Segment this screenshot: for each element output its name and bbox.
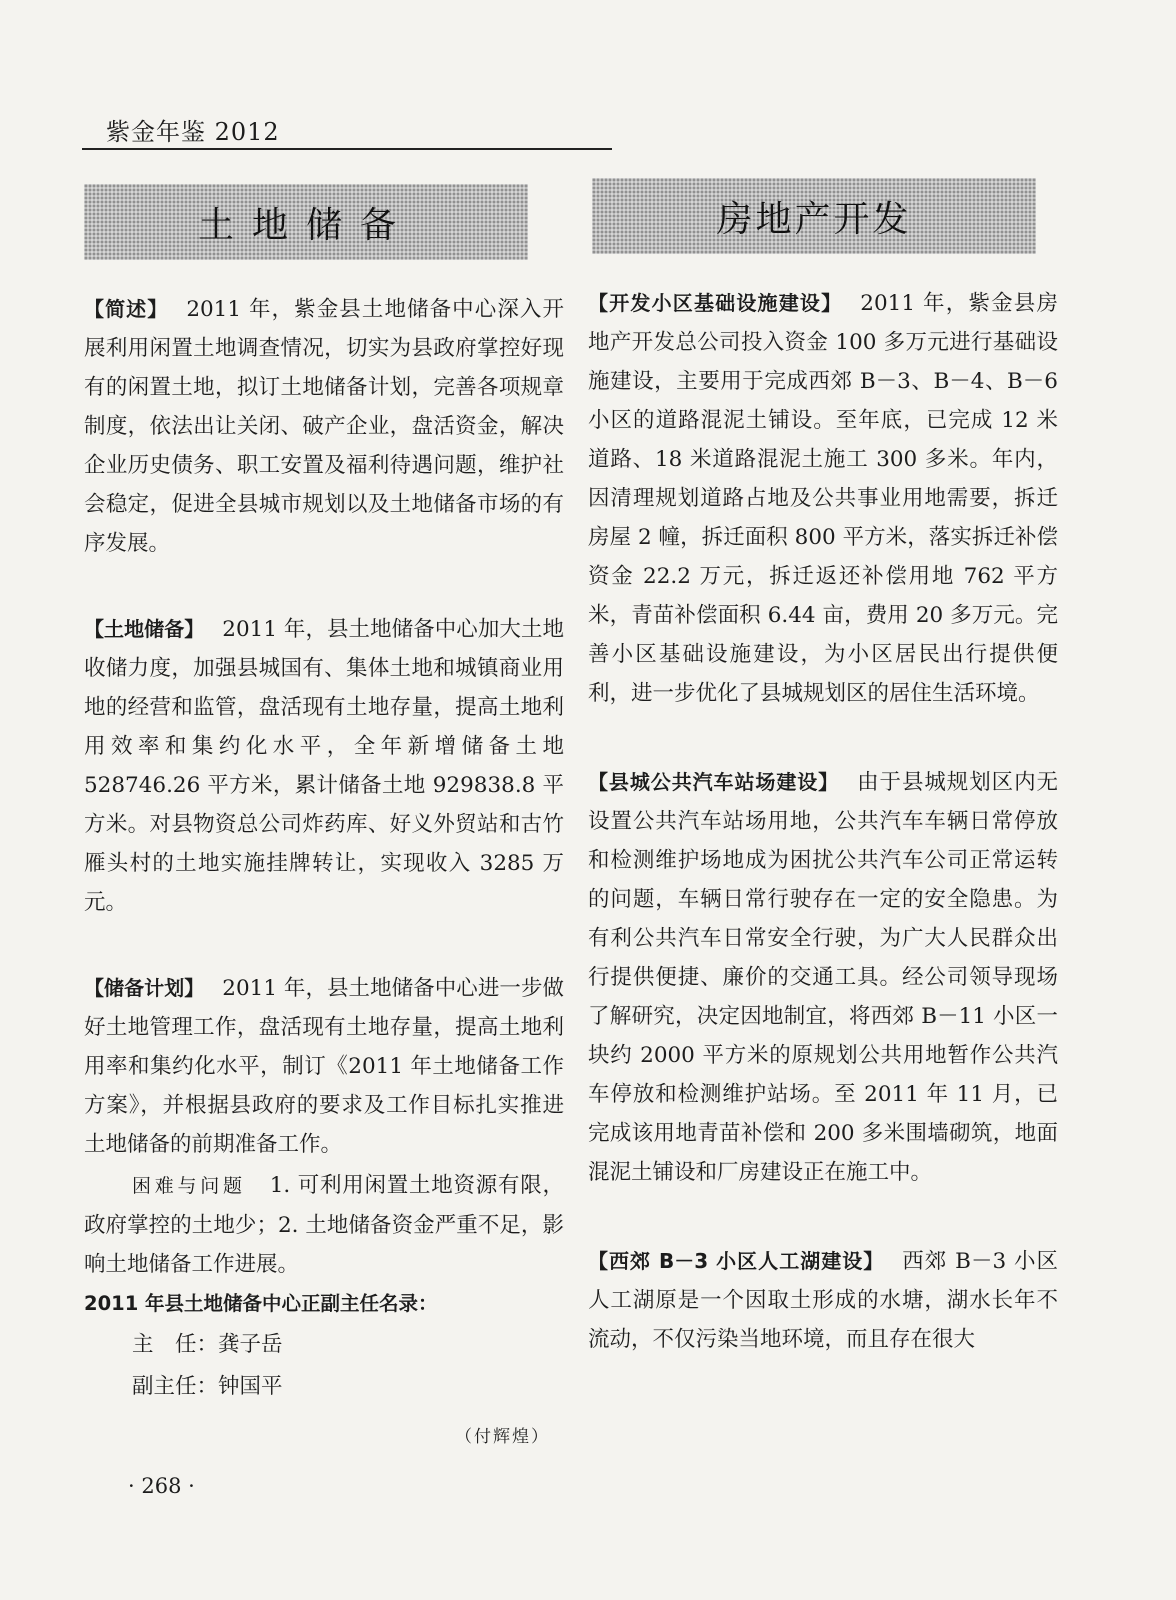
article-tag: 【开发小区基础设施建设】: [588, 291, 843, 315]
article-tag: 【储备计划】: [84, 976, 205, 1000]
problems-paragraph: [84, 1166, 564, 1284]
article-body: 2011 年，紫金县土地储备中心深入开展利用闲置土地调查情况，切实为县政府掌控好现有的闲置土地，拟订土地储备计划，完善各项规章制度，依法出让关闭、破产企业，盘活资金，解决企业历史债务、职工安置及福利待遇问题，维护社会稳定，促进全县城市规划以及土地储备市场的有序发展。: [84, 297, 564, 556]
article-overview: [84, 290, 564, 563]
director-row: 主 任：龚子岳: [132, 1332, 283, 1357]
problems-label: 困难与问题: [132, 1175, 246, 1197]
running-title: 紫金年鉴 2012: [106, 118, 280, 146]
article-body: 2011 年，县土地储备中心加大土地收储力度，加强县城国有、集体土地和城镇商业用地的经营和监管，盘活现有土地存量，提高土地利用效率和集约化水平，全年新增储备土地 528746.26 平方米，累计储备土地 929838.8 平方米。对县物资总公司炸药库、好义外贸站和古竹雁头村的土地实施挂牌转让，实现收入 3285 万元。: [84, 617, 564, 915]
article-artificial-lake: [588, 1242, 1058, 1359]
director-row: 副主任：钟国平: [132, 1374, 283, 1399]
problems-text: 1. 可利用闲置土地资源有限，政府掌控的土地少；2. 土地储备资金严重不足，影响土地储备工作进展。: [84, 1173, 564, 1277]
article-bus-station: [588, 763, 1058, 1192]
article-tag: 【县城公共汽车站场建设】: [588, 770, 840, 794]
article-tag: 【简述】: [84, 297, 169, 321]
directors-list-title: 2011 年县土地储备中心正副主任名录：: [84, 1292, 438, 1315]
section-banner-real-estate: 房地产开发: [592, 178, 1036, 254]
article-body: 2011 年，紫金县房地产开发总公司投入资金 100 多万元进行基础设施建设，主要用于完成西郊 B－3、B－4、B－6 小区的道路混泥土铺设。至年底，已完成 12 米道路、18 米道路混泥土施工 300 多米。年内，因清理规划道路占地及公共事业用地需要，拆迁房屋 2 幢，拆迁面积 800 平方米，落实拆迁补偿资金 22.2 万元，拆迁返还补偿用地 762 平方米，青苗补偿面积 6.44 亩，费用 20 多万元。完善小区基础设施建设，为小区居民出行提供便利，进一步优化了县城规划区的居住生活环境。: [588, 291, 1058, 706]
article-reserve-plan: [84, 969, 564, 1164]
article-body: 西郊 B－3 小区人工湖原是一个因取土形成的水塘，湖水长年不流动，不仅污染当地环境，而且存在很大: [588, 1249, 1058, 1352]
right-column: [588, 284, 1058, 1359]
page-number: · 268 ·: [128, 1474, 195, 1498]
article-body: 由于县城规划区内无设置公共汽车站场用地，公共汽车车辆日常停放和检测维护场地成为困扰公共汽车公司正常运转的问题，车辆日常行驶存在一定的安全隐患。为有利公共汽车日常安全行驶，为广大人民群众出行提供便捷、廉价的交通工具。经公司领导现场了解研究，决定因地制宜，将西郊 B－11 小区一块约 2000 平方米的原规划公共用地暂作公共汽车停放和检测维护站场。至 2011 年 11 月，已完成该用地青苗补偿和 200 多米围墙砌筑，地面混泥土铺设和厂房建设正在施工中。: [588, 770, 1058, 1185]
article-land-reserve: [84, 610, 564, 922]
section-banner-land-reserve: 土地储备: [84, 184, 528, 260]
article-tag: 【西郊 B－3 小区人工湖建设】: [588, 1249, 885, 1273]
header-rule: [82, 148, 612, 150]
left-column: [84, 290, 564, 1447]
article-tag: 【土地储备】: [84, 617, 205, 641]
author-credit: （付辉煌）: [455, 1427, 550, 1447]
article-infrastructure: [588, 284, 1058, 713]
article-body: 2011 年，县土地储备中心进一步做好土地管理工作，盘活现有土地存量，提高土地利用率和集约化水平，制订《2011 年土地储备工作方案》，并根据县政府的要求及工作目标扎实推进土地储备的前期准备工作。: [84, 976, 564, 1157]
